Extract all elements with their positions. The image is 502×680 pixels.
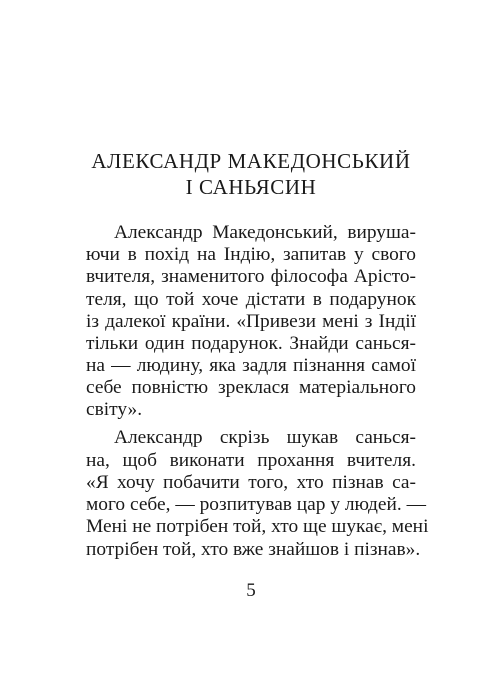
page-number: 5 (246, 580, 256, 601)
paragraph-1-line-8: себе повністю зреклася матеріального (86, 377, 416, 398)
paragraph-1-line-7: на — людину, яка задля пізнання самої (86, 355, 416, 376)
chapter-title-line-2: І САНЬЯСИН (185, 175, 317, 199)
paragraph-1-line-4: теля, що той хоче дістати в подарунок (86, 289, 416, 310)
paragraph-2-line-3: «Я хочу побачити того, хто пізнав са- (86, 472, 416, 493)
paragraph-1-line-3: вчителя, знаменитого філософа Арісто- (86, 266, 416, 287)
paragraph-1-line-6: тільки один подарунок. Знайди санься- (86, 333, 416, 354)
paragraph-2-line-6: потрібен той, хто вже знайшов і пізнав». (86, 539, 421, 560)
paragraph-2-line-1: Александр скрізь шукав санься- (114, 427, 416, 448)
paragraph-1-line-5: із далекої країни. «Привези мені з Індії (86, 311, 416, 332)
paragraph-2-line-2: на, щоб виконати прохання вчителя. (86, 450, 416, 471)
paragraph-1-line-9: світу». (86, 399, 143, 420)
chapter-title-line-1: АЛЕКСАНДР МАКЕДОНСЬКИЙ (91, 149, 411, 173)
paragraph-2-line-4: мого себе, — розпитував цар у людей. — (86, 494, 426, 515)
paragraph-1-line-1: Александр Македонський, вируша- (114, 222, 416, 243)
paragraph-2-line-5: Мені не потрібен той, хто ще шукає, мені (86, 516, 429, 537)
paragraph-1-line-2: ючи в похід на Індію, запитав у свого (86, 244, 416, 265)
